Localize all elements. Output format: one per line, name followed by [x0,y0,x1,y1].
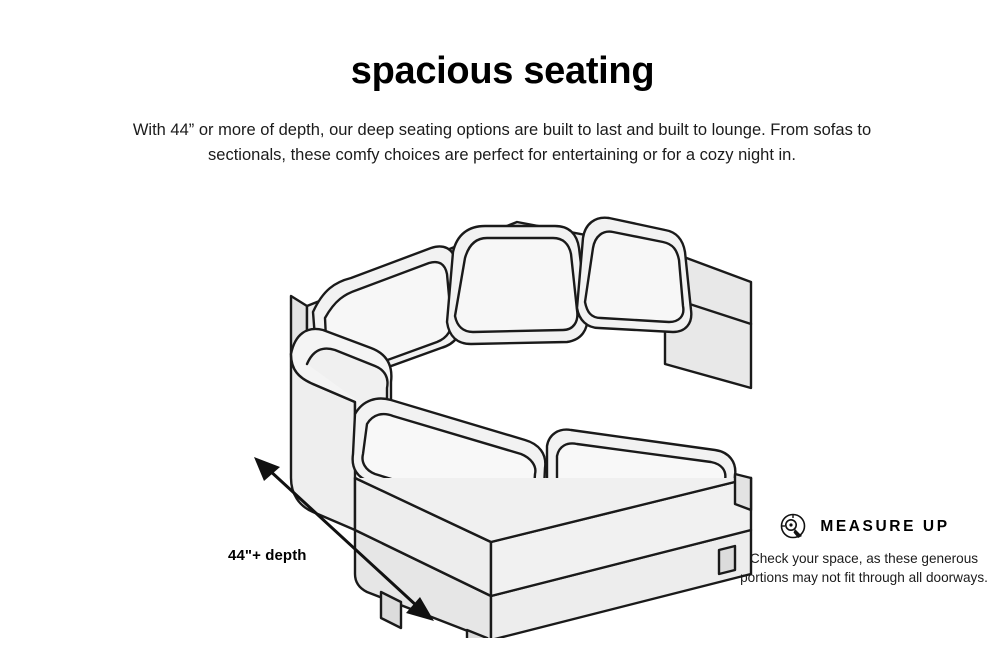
tape-measure-icon [778,512,808,542]
measure-up-title: MEASURE UP [820,518,950,535]
page-title: spacious seating [350,50,655,92]
measure-up-header [740,512,988,542]
depth-dimension-arrow [250,455,440,625]
measure-up-callout [740,512,988,588]
measure-up-body: Check your space, as these generous portions may not fit through all doorways. [740,551,988,585]
page-description: With 44” or more of depth, our deep seating options are built to last and built to lounge. From sofas to sectionals, these comfy choices are perfect for entertaining or for a cozy night in. [132,121,872,165]
depth-measurement-label: 44"+ depth [228,547,307,564]
